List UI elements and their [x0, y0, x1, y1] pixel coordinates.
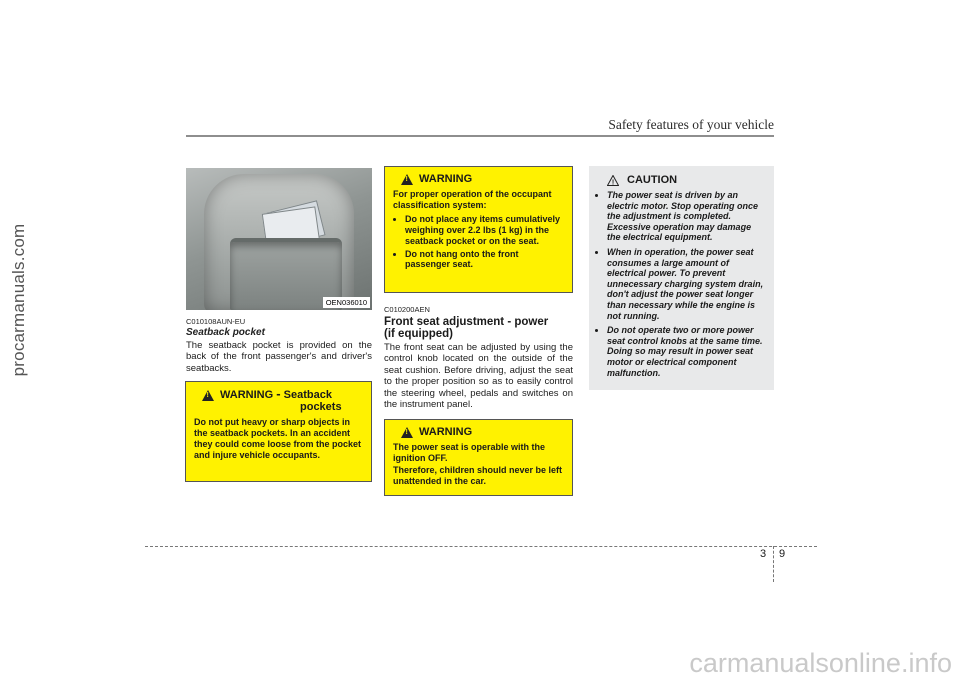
warning-box-ignition — [384, 419, 573, 496]
warning-heading: WARNING — [220, 389, 274, 401]
footer-divider — [145, 546, 817, 547]
warning-heading: WARNING — [419, 426, 473, 438]
section-code: C010200AEN — [384, 305, 430, 314]
footer-vertical-divider — [773, 546, 774, 582]
warning-icon: ! — [401, 427, 413, 438]
warning-list-item: • Do not hang onto the front passenger seat. — [405, 249, 564, 271]
caution-box — [589, 166, 774, 390]
svg-text:!: ! — [611, 179, 615, 186]
warning-heading: WARNING — [419, 173, 473, 185]
caution-icon — [607, 175, 619, 186]
section-title-line1: Front seat adjustment - power — [384, 316, 549, 328]
section-body: The seatback pocket is provided on the back of the front passenger's and driver's seatbacks. — [186, 340, 372, 374]
section-title-line2: (if equipped) — [384, 328, 453, 340]
warning-box-seatback — [185, 381, 372, 482]
caution-list — [597, 190, 766, 378]
warning-icon: ! — [202, 390, 214, 401]
caution-list-item: • Do not operate two or more power seat control knobs at the same time. Doing so may result in power seat motor or electrical component malfunction. — [607, 325, 766, 378]
warning-text: Do not put heavy or sharp objects in the seatback pockets. In an accident they could come loose from the pocket and injure vehicle occupants. — [194, 417, 362, 460]
header-divider — [186, 135, 774, 137]
warning-list-item: • Do not place any items cumulatively weighing over 2.2 lbs (1 kg) in the seatback pocket or on the seat. — [405, 214, 564, 247]
bottom-watermark: carmanualsonline.info — [689, 648, 952, 678]
photo-caption: OEN036010 — [323, 297, 370, 308]
warning-heading-topic-2: pockets — [300, 401, 342, 413]
caution-list-item: • When in operation, the power seat consumes a large amount of electrical power. To prevent unnecessary charging system drain, don't adjust the power seat longer than necessary while the engine is not running. — [607, 247, 766, 321]
warning-dash: - — [276, 386, 281, 401]
warning-text-line1: The power seat is operable with the ignition OFF. — [393, 442, 546, 463]
seatback-pocket-photo — [186, 168, 372, 310]
section-title: Seatback pocket — [186, 327, 265, 338]
warning-icon: ! — [401, 174, 413, 185]
warning-heading-topic: Seatback — [283, 389, 332, 401]
side-watermark: procarmanuals.com — [9, 223, 28, 377]
page-header-title: Safety features of your vehicle — [608, 117, 774, 132]
page-number: 9 — [779, 548, 786, 560]
section-number: 3 — [760, 548, 767, 560]
caution-heading: CAUTION — [627, 174, 678, 186]
section-body: The front seat can be adjusted by using the control knob located on the outside of the seat cushion. Before driving, adjust the seat to the proper position so as to easily control the steering wheel, pedals and switches on the instrument panel. — [384, 342, 573, 411]
caution-list-item: • The power seat is driven by an electric motor. Stop operating once the adjustment is completed. Excessive operation may damage the electrical equipment. — [607, 190, 766, 243]
warning-intro: For proper operation of the occupant classification system: — [393, 189, 552, 210]
warning-box-occupant — [384, 166, 573, 293]
section-title — [384, 316, 548, 340]
warning-text-line2: Therefore, children should never be left unattended in the car. — [393, 464, 563, 486]
warning-list — [393, 214, 564, 271]
section-code: C010108AUN-EU — [186, 317, 246, 326]
